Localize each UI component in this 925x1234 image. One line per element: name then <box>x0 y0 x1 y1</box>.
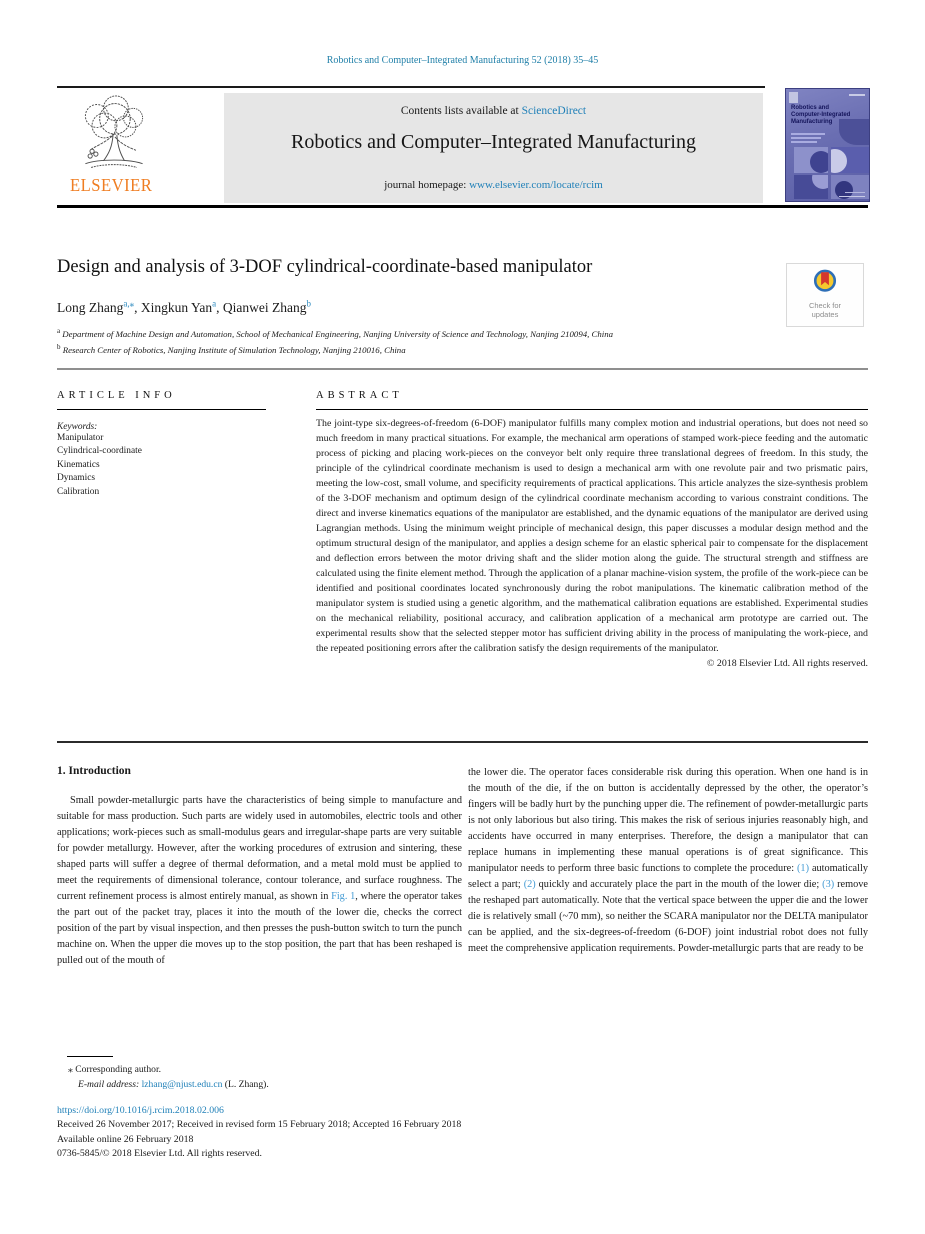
section-divider <box>57 368 868 370</box>
superscript-marker: a <box>57 327 61 336</box>
cover-mini-logo <box>789 92 798 103</box>
procedure-step-1-link[interactable]: (1) <box>797 863 810 874</box>
intro-right-paragraph <box>468 765 868 957</box>
top-divider <box>57 86 765 88</box>
cover-subtitle-bar <box>791 133 825 135</box>
text-segment: Department of Machine Design and Automation, School of Mechanical Engineering, Nanjing University of Science and Technology, Nanjing 210094, China <box>60 329 614 339</box>
cover-title-line1: Robotics and <box>791 105 830 111</box>
journal-cover-thumbnail[interactable] <box>785 88 870 202</box>
footnote-block <box>57 1056 497 1092</box>
doi-link[interactable]: https://doi.org/10.1016/j.rcim.2018.02.006 <box>57 1105 224 1116</box>
sciencedirect-link[interactable]: ScienceDirect <box>521 105 587 117</box>
keyword: Cylindrical-coordinate <box>57 446 142 457</box>
article-info-section <box>57 390 266 499</box>
text-segment: (L. Zhang). <box>222 1079 269 1090</box>
cover-title-line2: Computer-Integrated <box>791 112 851 118</box>
journal-title: Robotics and Computer–Integrated Manufacturing <box>291 131 696 153</box>
check-for-updates-label: Check for updates <box>808 301 842 319</box>
journal-homepage-link[interactable]: www.elsevier.com/locate/rcim <box>469 179 603 191</box>
elsevier-logo[interactable] <box>57 93 171 203</box>
abstract-text: The joint-type six-degrees-of-freedom (6-DOF) manipulator fulfills many complex motion and industrial operations, but does not need so much freedom in many practical situations. For example, the mechanical arm operations of stamped work-piece feeding and the automatic process of picking and placing work-pieces on the conveyor belt only require three translational degrees of freedom. In this study, the principle of the cylindrical coordinate mechanism is used to design a mechanical arm with one revolute pair and two prismatic pairs, meeting the low-cost, small volume, and specificity requirements of practical applications. This article analyzes the size-synthesis problem of the 3-DOF mechanism and optimum design of the cylindrical coordinate mechanism according to various constraint conditions. The direct and inverse kinematics equations of the manipulator are established, and the dynamic equations of the manipulator are derived using Lagrangian methods. Using the minimum weight principle of mechanical design, this paper discusses a modular design method and the optimum structural design of the manipulator, and applies a design scheme for an elastic spherical pair to compensate for the displacement and deflection errors between the motor driving shaft and the slider motion along the guide. The structural strength and stiffness are calculated using the finite element method. Through the application of a planar machine-vision system, the profile of the work-piece can be identified and positional coordinates located synchronously during the robot manipulations. The kinematic calibration method of the manipulator system is studied using a genetic algorithm, and the mathematical calibration equations are established. Experimental studies on the mechanical reliability, positional accuracy, and calibration application of a mechanical arm prototype are carried out. The experimental results show that the selected stepper motor has sufficient driving ability in the process of manipulating the work-piece, and the repeated positioning errors after the calibration satisfy the design requirements of the manipulator. <box>316 418 868 654</box>
contents-line <box>224 105 763 117</box>
text-segment: Qianwei Zhang <box>222 300 307 315</box>
article-info-heading-rule <box>57 409 266 410</box>
cover-art-tile <box>794 175 828 199</box>
superscript-marker: b <box>306 298 311 309</box>
corresponding-author-note <box>57 1062 497 1077</box>
keyword: Manipulator <box>57 433 104 443</box>
procedure-step-2-link[interactable]: (2) <box>523 879 536 890</box>
author-list <box>57 300 757 316</box>
email-note <box>57 1077 497 1092</box>
keyword: Kinematics <box>57 459 100 470</box>
superscript-marker: a,⁎ <box>123 298 135 309</box>
homepage-prefix: journal homepage: <box>384 179 470 191</box>
issn-copyright: 0736-5845/© 2018 Elsevier Ltd. All rights reserved. <box>57 1148 262 1160</box>
check-for-updates-badge[interactable] <box>786 263 864 327</box>
intro-left-paragraph <box>57 793 462 969</box>
text-segment: the lower die. The operator faces considerable risk during this operation. When one hand is in the mouth of the die, if the on button is accidentally depressed by the other, the operator’s fingers will be badly hurt by the punching upper die. The refinement of powder-metallurgic parts is not only laborious but also tiring. This makes the risk of serious injuries reasonably high, and accidents have occurred in many enterprises. Therefore, the design a manipulator that can replace humans in implementing these manual operations is of great significance. This manipulator needs to perform three basic functions to complete the procedure: <box>468 767 868 874</box>
affiliations <box>57 327 868 358</box>
text-segment: , <box>216 300 223 315</box>
article-footer <box>57 1104 868 1162</box>
body-divider <box>57 741 868 743</box>
masthead-divider <box>57 205 868 208</box>
cover-footer-bar <box>839 196 865 198</box>
running-head: Robotics and Computer–Integrated Manufacturing 52 (2018) 35–45 <box>326 55 599 66</box>
superscript-marker: b <box>57 342 61 351</box>
article-title: Design and analysis of 3-DOF cylindrical-coordinate-based manipulator <box>57 257 593 277</box>
text-segment: quickly and accurately place the part in the mouth of the lower die; <box>535 879 823 890</box>
crossmark-icon <box>812 268 838 296</box>
intro-left-column <box>57 763 462 969</box>
article-info-heading: ARTICLE INFO <box>57 390 176 401</box>
text-segment: , <box>134 300 141 315</box>
footnote-rule <box>67 1056 113 1057</box>
keyword: Dynamics <box>57 473 96 484</box>
text-segment: , where the operator takes the part out of the packet tray, places it into the mouth of the lower die, checks the correct position of the part by visual inspection, and then presses the push-button switch to turn the punch machine on. When the upper die moves up to the stop position, the part that has been reshaped is pulled out of the mouth of <box>57 891 462 966</box>
abstract-section <box>316 390 868 671</box>
copyright-line: © 2018 Elsevier Ltd. All rights reserved. <box>706 658 868 669</box>
elsevier-wordmark: ELSEVIER <box>69 175 153 195</box>
cover-title-line3: Manufacturing <box>791 119 833 125</box>
received-dates: Received 26 November 2017; Received in revised form 15 February 2018; Accepted 16 February 2018 <box>57 1119 462 1131</box>
keyword: Calibration <box>57 486 100 497</box>
text-segment: Long Zhang <box>57 300 124 315</box>
elsevier-tree-icon <box>66 95 162 177</box>
text-segment: automatically select a part; <box>468 863 868 890</box>
text-segment: Research Center of Robotics, Nanjing Institute of Simulation Technology, Nanjing 210016, China <box>60 344 406 355</box>
cover-art-tile <box>794 147 828 173</box>
email-link[interactable]: lzhang@njust.edu.cn <box>141 1079 223 1090</box>
text-segment: Small powder-metallurgic parts have the characteristics of being simple to manufacture and suitable for mass production. Such parts are widely used in automobiles, electric tools and other applications; work-pieces such as small-modulus gears and irregular-shape parts are very suitable for powder metallurgy. However, after the working procedures of extrusion and sintering, these shaped parts will suffer a degree of thermal deformation, and a metal mold must be applied to meet the requirements of dimensional tolerance, contour tolerance, and surface roughness. The current refinement process is almost entirely manual, as shown in <box>57 795 462 902</box>
text-segment: Xingkun Yan <box>140 300 213 315</box>
cover-footer-bar <box>845 192 865 194</box>
contents-prefix: Contents lists available at <box>400 105 522 117</box>
text-segment: E-mail address: <box>78 1079 142 1090</box>
cover-art-tile <box>839 119 869 145</box>
cover-art-tile <box>831 147 869 173</box>
intro-right-column <box>468 763 868 957</box>
cover-subtitle-bar <box>791 141 817 143</box>
text-segment: remove the reshaped part automatically. Note that the vertical space between the upper die and the lower die is relatively small (~70 mm), so neither the SCARA manipulator nor the DELTA manipulator can be applied, and the six-degrees-of-freedom (6-DOF) joint industrial robot does not fully meet the comprehensive application requirements. Powder-metallurgic parts that are ready to be <box>468 879 868 954</box>
footnote-marker: ⁎ <box>68 1064 76 1075</box>
affiliation-b <box>57 343 868 359</box>
cover-volume-bar <box>849 94 865 96</box>
affiliation-a <box>57 327 868 343</box>
journal-masthead-band <box>224 93 763 203</box>
intro-heading: 1. Introduction <box>57 765 131 777</box>
procedure-step-3-link[interactable]: (3) <box>822 879 835 890</box>
available-online: Available online 26 February 2018 <box>57 1133 194 1145</box>
homepage-line <box>224 179 763 191</box>
fig-1-link[interactable]: Fig. 1 <box>331 891 356 902</box>
keywords-label: Keywords: <box>57 422 98 432</box>
corresponding-author-text: Corresponding author. <box>75 1064 162 1075</box>
abstract-heading-rule <box>316 409 868 410</box>
abstract-heading: ABSTRACT <box>316 390 403 401</box>
cover-subtitle-bar <box>791 137 821 139</box>
superscript-marker: a <box>212 298 217 309</box>
